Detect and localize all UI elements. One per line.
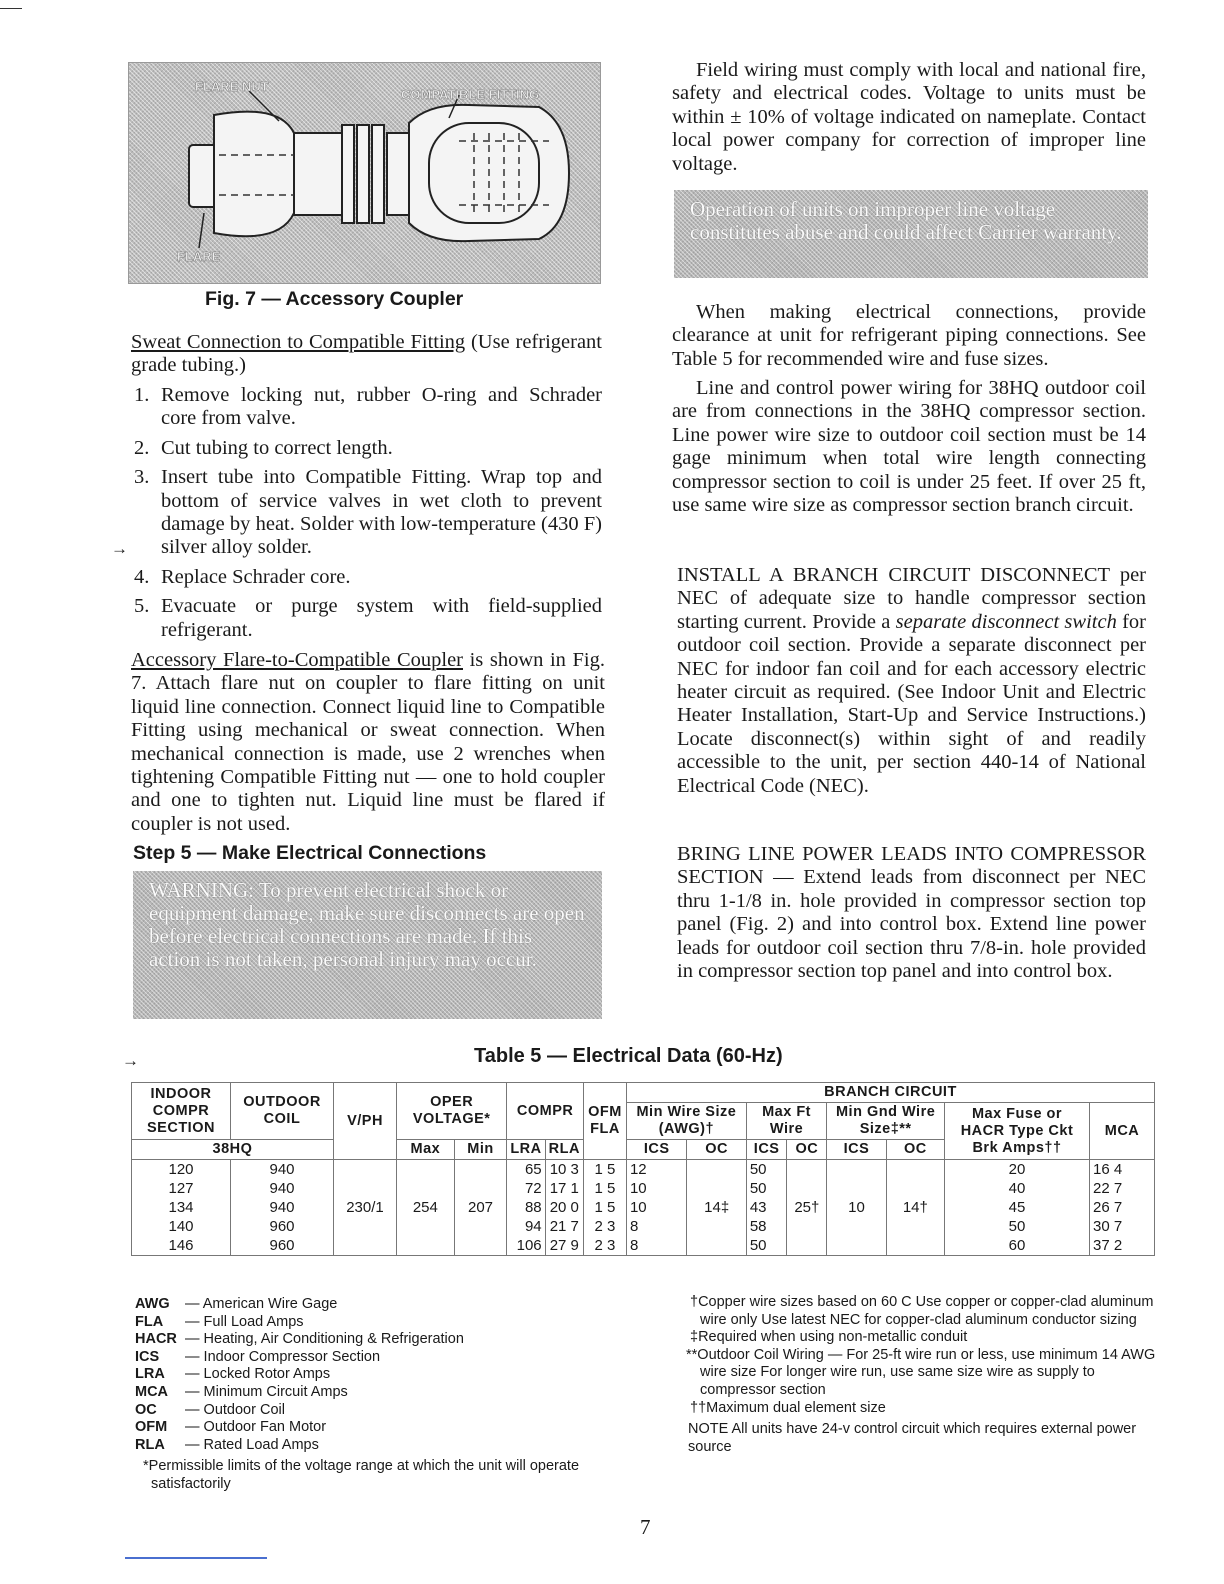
vph-value: 230/1 — [334, 1160, 397, 1256]
legend-item: AWG — American Wire Gage — [135, 1296, 338, 1312]
legend-item: OFM — Outdoor Fan Motor — [135, 1419, 327, 1436]
oc-header: OC — [787, 1140, 827, 1160]
table-title: Table 5 — Electrical Data (60-Hz) — [474, 1045, 783, 1067]
scan-mark — [0, 8, 22, 9]
footnote: ††Maximum dual element size — [690, 1399, 886, 1416]
model-header: 38HQ — [132, 1140, 334, 1160]
mca-header: MCA — [1090, 1103, 1155, 1160]
min-gnd-header: Min Gnd Wire Size‡** — [827, 1103, 945, 1140]
legend-item: FLA — Full Load Amps — [135, 1313, 304, 1330]
legend-item: RLA — Rated Load Amps — [135, 1436, 319, 1453]
table-change-marker: → — [122, 1051, 139, 1070]
caution-text: Operation of units on improper line voltage constitutes abuse and could affect Carrier warranty. — [690, 197, 1122, 244]
flare-label: FLARE — [177, 249, 221, 264]
coupler-title: Accessory Flare-to-Compatible Coupler — [131, 649, 463, 671]
list-item: 3. Insert tube into Compatible Fitting. Wrap top and bottom of service valves in wet cloth to prevent damage by heat. Solder with low-temperature (430 F) silver alloy solder. — [134, 466, 602, 559]
list-item: 2. Cut tubing to correct length. — [134, 436, 393, 459]
ft-oc-value: 25† — [787, 1160, 827, 1256]
sweat-connection-paragraph — [131, 331, 602, 378]
flare-nut-label: FLARE NUT — [195, 79, 269, 94]
branch-circuit-header: BRANCH CIRCUIT — [626, 1083, 1154, 1103]
footnote-note: NOTE All units have 24-v control circuit which requires external power source — [688, 1421, 1137, 1455]
caution-box — [674, 190, 1148, 278]
footnote: †Copper wire sizes based on 60 C Use copper or copper-clad aluminum wire only Use latest NEC for copper-clad aluminum conductor sizing — [690, 1294, 1154, 1328]
max-voltage-value: 254 — [397, 1160, 455, 1256]
line-power-paragraph: Line and control power wiring for 38HQ outdoor coil are from connections in the 38HQ compressor section. Line power wire size to outdoor coil section must be 14 gage minimum when total wire length connecting compressor section to coil is under 25 feet. If over 25 ft, use same wire size as compressor section branch circuit. — [672, 377, 1146, 517]
compatible-fitting-label: COMPATIBLE FITTING — [401, 87, 540, 102]
legend-item: OC — Outdoor Coil — [135, 1401, 285, 1418]
outdoor-header: OUTDOOR COIL — [231, 1083, 334, 1140]
gnd-oc-value: 14† — [886, 1160, 944, 1256]
table-row: 140 960 94 21 7 2 3 8 58 50 30 7 — [132, 1217, 1155, 1236]
voltage-note: *Permissible limits of the voltage range at which the unit will operate satisfactorily — [143, 1458, 580, 1492]
table-row: 146 960 106 27 9 2 3 8 50 60 37 2 — [132, 1236, 1155, 1256]
table-row: 127 940 72 17 1 1 5 10 50 40 22 7 — [132, 1179, 1155, 1198]
sweat-steps-list — [131, 384, 602, 648]
min-wire-header: Min Wire Size (AWG)† — [626, 1103, 746, 1140]
branch-disconnect-paragraph: INSTALL A BRANCH CIRCUIT DISCONNECT per NEC of adequate size to handle compressor section starting current. Provide a separate disconnect switch for outdoor coil section. Provide a separate disconnect per NEC for indoor fan coil and for each accessory electric heater circuit as required. (See Indoor Unit and Electric Heater Installation, Start-Up and Service Instructions.) Locate disconnect(s) within sight of and readily accessible to the unit, per section 440-14 of National Electrical Code (NEC). — [677, 564, 1147, 797]
legend-item: LRA — Locked Rotor Amps — [135, 1366, 331, 1383]
indoor-header: INDOOR COMPR SECTION — [132, 1083, 231, 1140]
footnote: **Outdoor Coil Wiring — For 25-ft wire run or less, use minimum 14 AWG wire size For longer wire run, use same size wire as supply to compressor section — [686, 1346, 1156, 1398]
list-item: 4. Replace Schrader core. — [134, 565, 351, 588]
rla-header: RLA — [545, 1140, 583, 1160]
table-header-row — [132, 1083, 1155, 1103]
coupler-drawing — [129, 63, 600, 283]
ics-header: ICS — [827, 1140, 886, 1160]
ofm-header: OFM FLA — [583, 1083, 626, 1160]
legend-item: HACR — Heating, Air Conditioning & Refrigeration — [135, 1331, 464, 1348]
table-row: 120 940 230/1 254 207 65 10 3 1 5 12 14‡ 50 25† 10 14† 20 16 4 — [132, 1160, 1155, 1180]
footnote: ‡Required when using non-metallic conduit — [690, 1329, 968, 1346]
warning-text: WARNING: To prevent electrical shock or equipment damage, make sure disconnects are open before electrical connections are made. If this action is not taken, personal injury may occur. — [149, 878, 585, 971]
scan-underline — [125, 1557, 267, 1559]
list-item: 5. Evacuate or purge system with field-supplied refrigerant. — [134, 595, 602, 641]
wire-oc-value: 14‡ — [687, 1160, 746, 1256]
legend-item: ICS — Indoor Compressor Section — [135, 1348, 381, 1365]
clearance-paragraph: When making electrical connections, provide clearance at unit for refrigerant piping connections. See Table 5 for recommended wire and fuse sizes. — [672, 301, 1146, 370]
oc-header: OC — [886, 1140, 944, 1160]
ics-header: ICS — [626, 1140, 687, 1160]
field-wiring-paragraph: Field wiring must comply with local and national fire, safety and electrical codes. Voltage to units must be within ± 10% of voltage indicated on nameplate. Contact local power company for correction of improper line voltage. — [672, 59, 1146, 175]
accessory-coupler-figure — [128, 62, 601, 284]
legend-item: MCA — Minimum Circuit Amps — [135, 1383, 348, 1400]
abbreviation-legend — [135, 1296, 615, 1494]
ics-header: ICS — [746, 1140, 787, 1160]
list-item: 1. Remove locking nut, rubber O-ring and Schrader core from valve. — [134, 384, 602, 430]
page-number: 7 — [640, 1515, 651, 1539]
vph-header: V/PH — [334, 1083, 397, 1160]
step5-heading: Step 5 — Make Electrical Connections — [133, 842, 487, 864]
min-header: Min — [454, 1140, 507, 1160]
sweat-connection-title: Sweat Connection to Compatible Fitting — [131, 331, 466, 353]
oc-header: OC — [687, 1140, 746, 1160]
change-marker-arrow: → — [111, 539, 128, 558]
table-footnotes — [688, 1294, 1160, 1456]
table-row: 134 940 88 20 0 1 5 10 43 45 26 7 — [132, 1198, 1155, 1217]
line-power-leads-paragraph: BRING LINE POWER LEADS INTO COMPRESSOR SECTION — Extend leads from disconnect per NEC thru 1-1/8 in. hole provided in compressor section top panel (Fig. 2) and into control box. Extend line power leads for outdoor coil section thru 7/8-in. hole provided in compressor section top panel and into control box. — [677, 843, 1146, 983]
oper-voltage-header: OPER VOLTAGE* — [397, 1083, 507, 1140]
lra-header: LRA — [507, 1140, 545, 1160]
electrical-data-table — [131, 1082, 1155, 1256]
gnd-ics-value: 10 — [827, 1160, 886, 1256]
max-ft-header: Max Ft Wire — [746, 1103, 826, 1140]
compr-header: COMPR — [507, 1083, 584, 1140]
min-voltage-value: 207 — [454, 1160, 507, 1256]
coupler-paragraph: Accessory Flare-to-Compatible Coupler is shown in Fig. 7. Attach flare nut on coupler to flare fitting on unit liquid line connection. Connect liquid line to Compatible Fitting using mechanical or sweat connection. When mechanical connection is made, use 2 wrenches when tightening Compatible Fitting nut — one to hold coupler and one to tighten nut. Liquid line must be flared if coupler is not used. — [131, 649, 605, 835]
max-header: Max — [397, 1140, 455, 1160]
max-fuse-header: Max Fuse or HACR Type Ckt Brk Amps†† — [945, 1103, 1090, 1160]
figure-caption: Fig. 7 — Accessory Coupler — [205, 288, 464, 310]
sweat-connection-note: (Use refrigerant grade tubing.) — [131, 331, 602, 377]
warning-box — [133, 871, 602, 1019]
